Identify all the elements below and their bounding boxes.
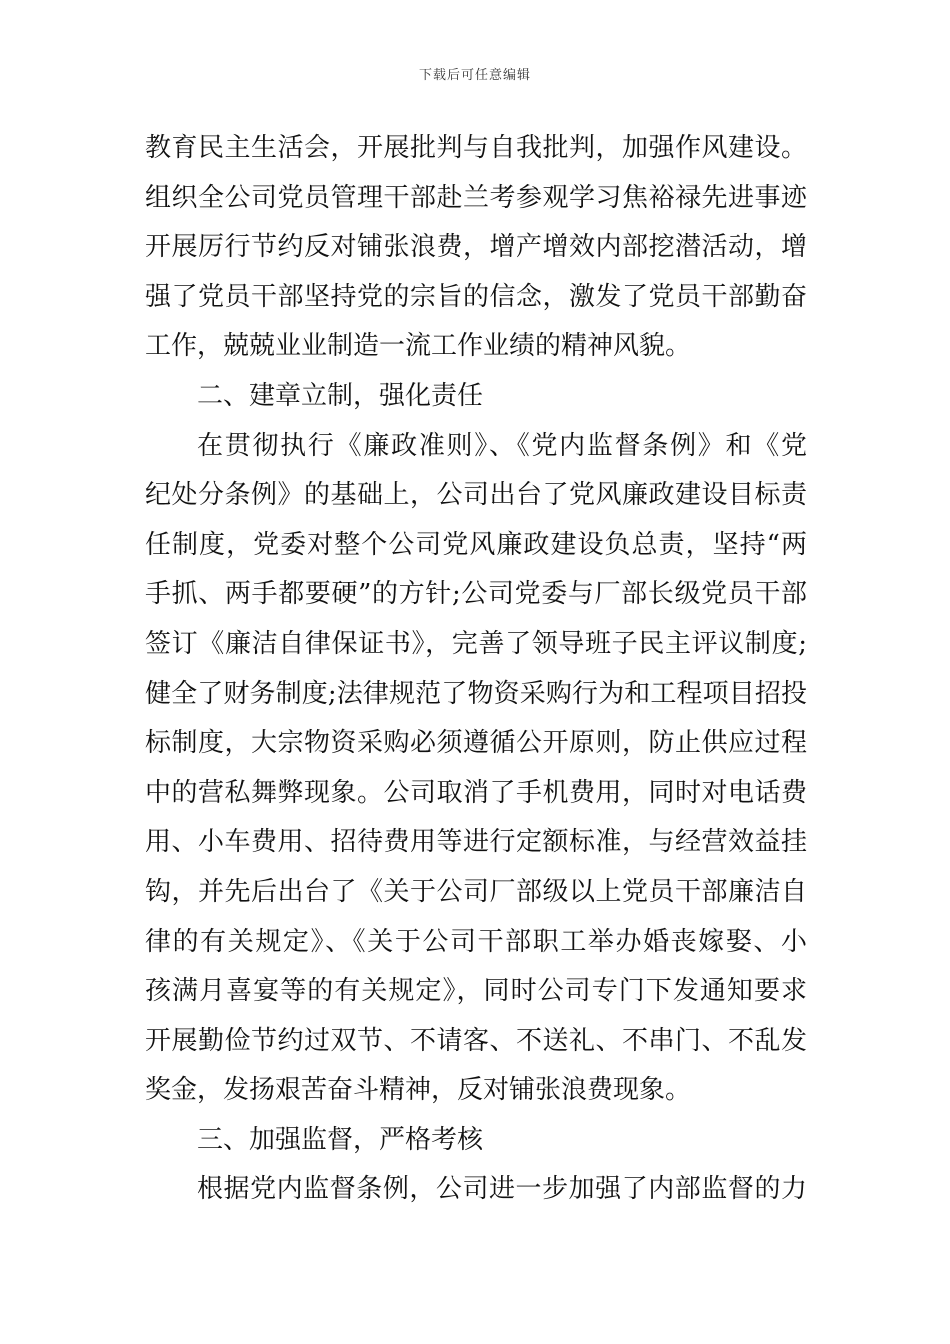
section-heading: 二、建章立制，强化责任 — [197, 380, 484, 411]
text-line: 开展厉行节约反对铺张浪费，增产增效内部挖潜活动，增 — [145, 232, 807, 263]
text-line: 律的有关规定》、《关于公司干部职工举办婚丧嫁娶、小 — [145, 926, 807, 957]
text-line: 奖金，发扬艰苦奋斗精神，反对铺张浪费现象。 — [145, 1075, 692, 1106]
text-line: 签订《廉洁自律保证书》，完善了领导班子民主评议制度; — [145, 628, 807, 659]
text-line: 纪处分条例》的基础上，公司出台了党风廉政建设目标责 — [145, 480, 807, 511]
section-heading: 三、加强监督，严格考核 — [197, 1124, 484, 1155]
text-line: 根据党内监督条例，公司进一步加强了内部监督的力 — [197, 1174, 807, 1205]
text-line: 强了党员干部坚持党的宗旨的信念，激发了党员干部勤奋 — [145, 281, 807, 312]
text-line: 标制度，大宗物资采购必须遵循公开原则，防止供应过程 — [145, 728, 807, 759]
text-line: 教育民主生活会，开展批判与自我批判，加强作风建设。 — [145, 133, 807, 163]
text-line: 用、小车费用、招待费用等进行定额标准，与经营效益挂 — [145, 827, 807, 858]
text-line: 组织全公司党员管理干部赴兰考参观学习焦裕禄先进事迹 — [145, 182, 807, 213]
text-line: 任制度，党委对整个公司党风廉政建设负总责，坚持“两 — [145, 529, 807, 560]
text-line: 开展勤俭节约过双节、不请客、不送礼、不串门、不乱发 — [145, 1025, 807, 1056]
text-line: 中的营私舞弊现象。公司取消了手机费用，同时对电话费 — [145, 777, 807, 808]
text-line: 工作，兢兢业业制造一流工作业绩的精神风貌。 — [145, 331, 692, 362]
text-line: 手抓、两手都要硬”的方针;公司党委与厂部长级党员干部 — [145, 579, 807, 610]
document-body — [145, 124, 807, 1215]
text-line: 健全了财务制度;法律规范了物资采购行为和工程项目招投 — [145, 678, 807, 709]
text-line: 孩满月喜宴等的有关规定》，同时公司专门下发通知要求 — [145, 976, 807, 1007]
page-header: 下载后可任意编辑 — [418, 68, 531, 83]
text-line: 在贯彻执行《廉政准则》、《党内监督条例》和《党 — [197, 430, 807, 461]
text-line: 钩，并先后出台了《关于公司厂部级以上党员干部廉洁自 — [145, 876, 807, 907]
